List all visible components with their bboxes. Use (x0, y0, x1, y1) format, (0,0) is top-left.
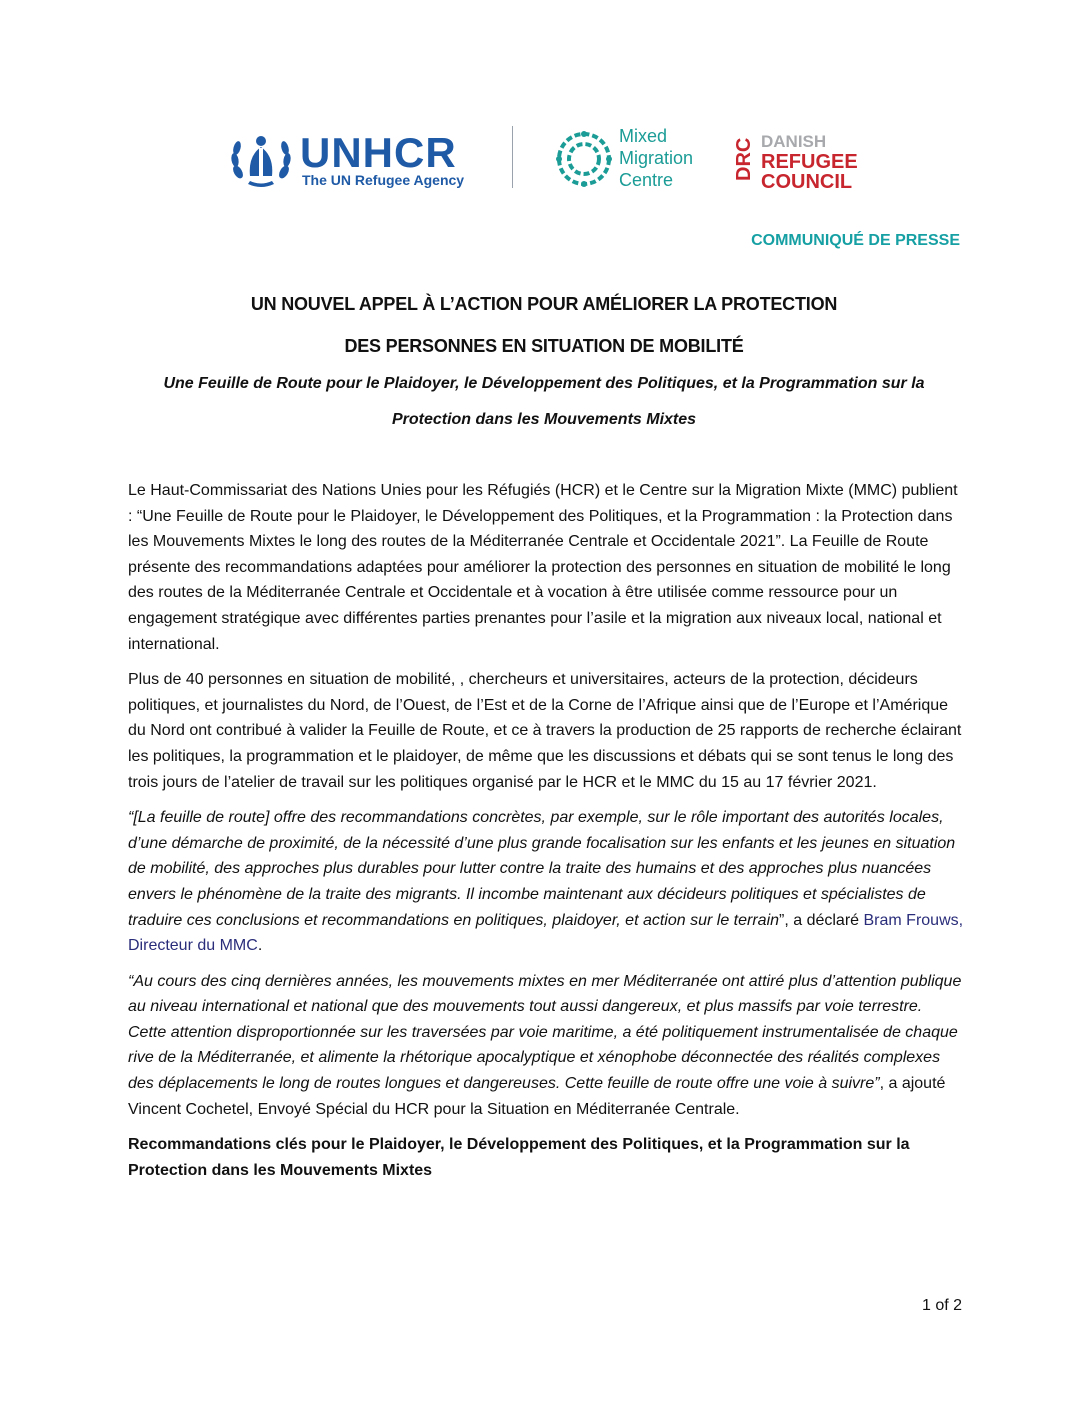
mmc-globe-icon (555, 130, 613, 188)
logo-divider (512, 126, 513, 188)
body-text (128, 478, 964, 1193)
subtitle: Une Feuille de Route pour le Plaidoyer, le Développement des Politiques, et la Programmation sur la Protection dans les Mouvements Mixtes (163, 375, 925, 428)
page-number: 1 of 2 (921, 1297, 962, 1314)
paragraph-quote-cochetel (128, 969, 964, 1123)
unhcr-logo (228, 130, 478, 190)
drc-line-council: COUNCIL (761, 171, 853, 193)
section-heading: Recommandations clés pour le Plaidoyer, le Développement des Politiques, et la Programmation sur la Protection dans les Mouvements Mixtes (128, 1136, 910, 1179)
drc-line-refugee: REFUGEE (761, 151, 858, 173)
drc-line-danish: DANISH (761, 132, 827, 151)
title-line-2: DES PERSONNES EN SITUATION DE MOBILITÉ (344, 336, 744, 356)
drc-logo (733, 132, 865, 193)
quote-frouws: “[La feuille de route] offre des recommandations concrètes, par exemple, sur le rôle important des autorités locales, d’une démarche de proximité, de la nécessité d’une plus grande focalisation sur les enfants et les jeunes en situation de mobilité, des approches plus durables pour lutter contre la traite des humains et des approches plus nuancées envers le phénomène de la traite des migrants. Il incombe maintenant aux décideurs politiques et spécialistes de traduire ces conclusions et recommandations en politiques, plaidoyer, et action sur le terrain (128, 809, 956, 929)
drc-wordmark (761, 132, 858, 192)
quote-cochetel: “Au cours des cinq dernières années, les mouvements mixtes en mer Méditerranée ont attiré plus d’attention publique au niveau international et national que des mouvements tout aussi dangereux, et plus massifs par voie terrestre. Cette attention disproportionnée sur les traversées par voie maritime, a été politiquement instrumentalisée de chaque rive de la Méditerranée, et alimente la rhétorique apocalyptique et xénophobe déconnectée des réalités complexes des déplacements le long de routes longues et dangereuses. Cette feuille de route offre une voie à suivre” (128, 972, 962, 1093)
mmc-line-migration: Migration (619, 148, 694, 168)
mmc-line-mixed: Mixed (619, 126, 668, 146)
quote-cochetel-attribution: , a ajouté Vincent Cochetel, Envoyé Spécial du HCR pour la Situation en Méditerranée Centrale. (128, 1075, 946, 1118)
mmc-wordmark (619, 125, 693, 191)
quote-frouws-name: Bram Frouws, Directeur du MMC (128, 911, 964, 955)
drc-mark: DRC (733, 137, 755, 181)
title-line-1: UN NOUVEL APPEL À L’ACTION POUR AMÉLIORER LA PROTECTION (250, 294, 838, 314)
mmc-logo (555, 126, 725, 192)
paragraph-quote-frouws (128, 805, 964, 959)
partner-logos (228, 126, 858, 192)
press-release-label: COMMUNIQUÉ DE PRESSE (751, 232, 960, 249)
paragraph-intro: Le Haut-Commissariat des Nations Unies pour les Réfugiés (HCR) et le Centre sur la Migration Mixte (MMC) publient : “Une Feuille de Route pour le Plaidoyer, le Développement des Politiques, et la Programmation : la Protection dans les Mouvements Mixtes le long des routes de la Méditerranée Centrale et Occidentale 2021”. La Feuille de Route présente des recommandations adaptées pour améliorer la protection des personnes en situation de mobilité le long des routes de la Méditerranée Centrale et Occidentale et à vocation à être utilisée comme ressource pour un engagement stratégique avec différentes parties prenantes pour l’asile et la migration aux niveaux local, national et international. (128, 482, 958, 653)
paragraph-contributors: Plus de 40 personnes en situation de mobilité, , chercheurs et universitaires, acteurs de la protection, décideurs politiques, et journalistes du Nord, de l’Ouest, de l’Est et de la Corne de l’Afrique ainsi que de l’Europe et l’Amérique du Nord ont contribué à valider la Feuille de Route, et ce à travers la production de 25 rapports de recherche éclairant les politiques, la programmation et le plaidoyer, de même que les discussions et débats qui se sont tenus le long des trois jours de l’atelier de travail sur les politiques organisé par le HCR et le MMC du 15 au 17 février 2021. (128, 671, 962, 791)
unhcr-wordmark: UNHCR (300, 129, 457, 176)
quote-frouws-attribution: ”, a déclaré (779, 911, 864, 929)
unhcr-tagline: The UN Refugee Agency (302, 172, 465, 188)
unhcr-laurel-icon (228, 130, 294, 190)
mmc-line-centre: Centre (619, 170, 674, 190)
quote-frouws-end: . (257, 937, 263, 955)
